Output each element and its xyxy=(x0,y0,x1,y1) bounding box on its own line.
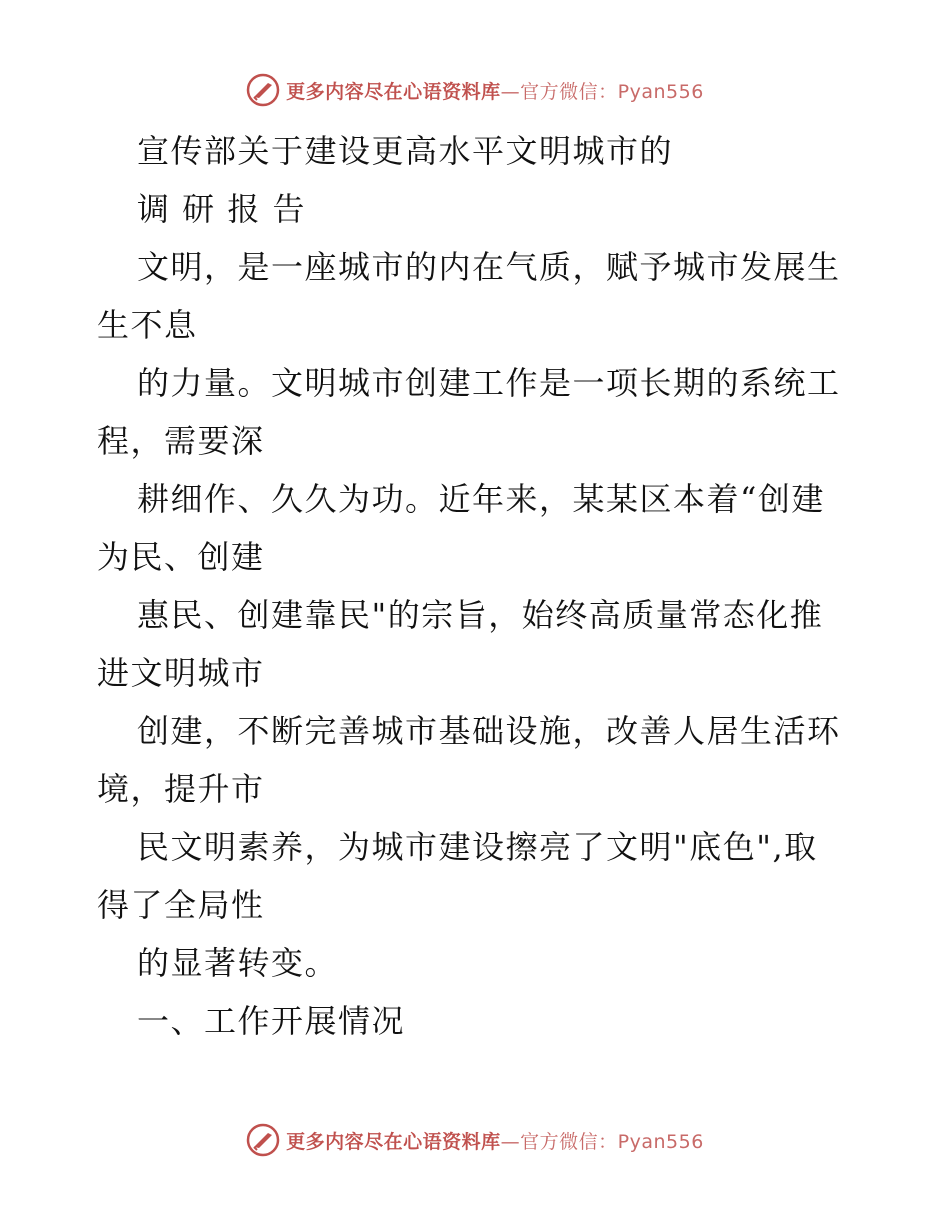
document-title-line-2: 调 研 报 告 xyxy=(137,190,307,228)
watermark-text xyxy=(286,77,704,104)
watermark-header xyxy=(0,70,950,110)
paragraph-line: 耕细作、久久为功。近年来，某某区本着“创建 xyxy=(137,480,825,518)
watermark-main-text: 更多内容尽在心语资料库 xyxy=(286,80,501,103)
watermark-contact-text: —官方微信：Pyan556 xyxy=(500,1130,704,1153)
quill-logo-icon xyxy=(246,73,280,107)
quill-logo-icon xyxy=(246,1123,280,1157)
document-body xyxy=(97,122,857,1050)
paragraph-line: 的显著转变。 xyxy=(137,944,339,982)
watermark-footer xyxy=(0,1120,950,1160)
paragraph-line: 民文明素养，为城市建设擦亮了文明"底色",取 xyxy=(137,828,818,866)
paragraph-line: 惠民、创建靠民"的宗旨，始终高质量常态化推 xyxy=(137,596,824,634)
document-title-line-1: 宣传部关于建设更高水平文明城市的 xyxy=(137,132,674,170)
section-heading: 一、工作开展情况 xyxy=(137,1002,406,1040)
watermark-text xyxy=(286,1127,704,1154)
paragraph-line: 得了全局性 xyxy=(97,886,265,924)
paragraph-line: 进文明城市 xyxy=(97,654,265,692)
paragraph-line: 的力量。文明城市创建工作是一项长期的系统工 xyxy=(137,364,841,402)
paragraph-line: 创建，不断完善城市基础设施，改善人居生活环 xyxy=(137,712,841,750)
watermark-contact-text: —官方微信：Pyan556 xyxy=(500,80,704,103)
watermark-main-text: 更多内容尽在心语资料库 xyxy=(286,1130,501,1153)
paragraph-line: 为民、创建 xyxy=(97,538,265,576)
paragraph-line: 生不息 xyxy=(97,306,198,344)
paragraph-line: 境，提升市 xyxy=(97,770,265,808)
paragraph-line: 程，需要深 xyxy=(97,422,265,460)
paragraph-line: 文明，是一座城市的内在气质，赋予城市发展生 xyxy=(137,248,841,286)
